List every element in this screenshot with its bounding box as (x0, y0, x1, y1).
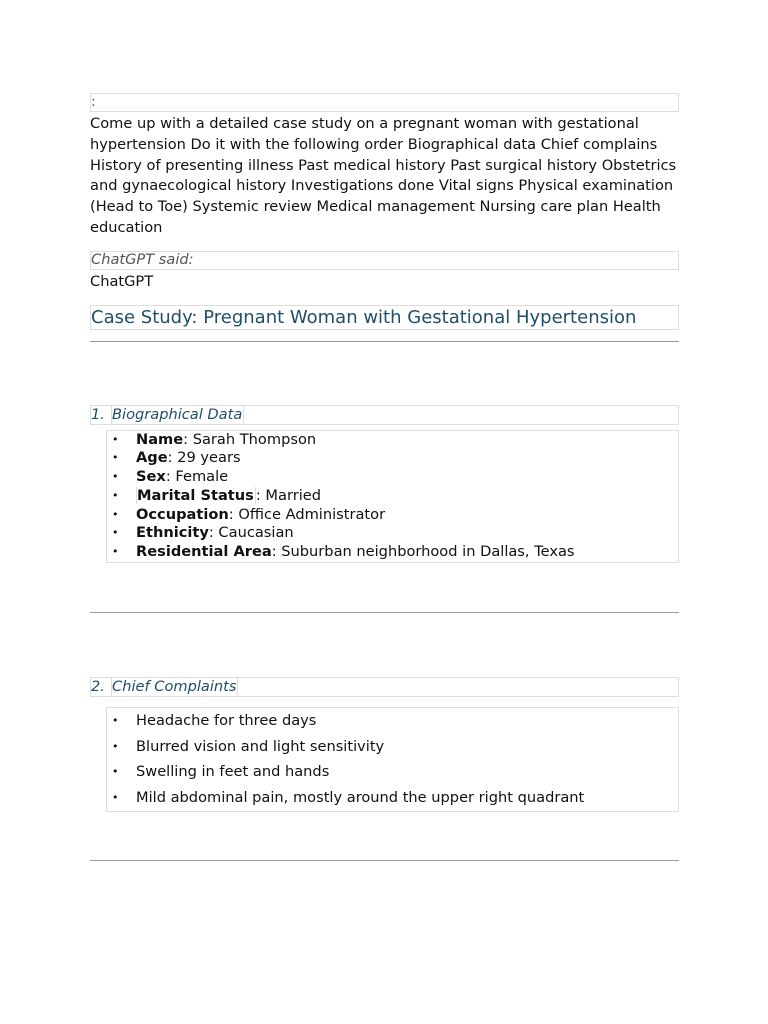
assistant-said-label: ChatGPT said: (90, 251, 679, 270)
field-key: Occupation (136, 505, 229, 523)
list-item (107, 468, 678, 487)
case-study-title: Case Study: Pregnant Woman with Gestational Hypertension (90, 305, 679, 330)
field-value: : Office Administrator (228, 505, 386, 523)
section-heading-chief-complaints (90, 677, 679, 697)
user-message-label: : (90, 93, 679, 112)
list-item (107, 524, 678, 543)
field-value: : Suburban neighborhood in Dallas, Texas (271, 543, 575, 560)
list-item (107, 785, 678, 811)
bullet-icon: • (112, 451, 119, 465)
field-key: Name (136, 430, 184, 448)
complaint-text: Blurred vision and light sensitivity (136, 737, 385, 755)
field-key: Sex (136, 468, 166, 486)
bullet-icon: • (112, 470, 119, 484)
bullet-icon: • (112, 507, 119, 521)
bullet-icon: • (112, 791, 119, 805)
field-value: : Female (165, 468, 229, 486)
bullet-icon: • (112, 713, 119, 727)
bullet-icon: • (112, 488, 119, 502)
field-key: Age (136, 449, 168, 467)
list-item (107, 759, 678, 785)
complaint-text: Swelling in feet and hands (136, 763, 330, 781)
field-value: : 29 years (167, 449, 241, 467)
section-number: 1. (91, 405, 105, 423)
list-item (107, 487, 678, 506)
complaint-text: Headache for three days (136, 711, 317, 729)
list-item (107, 449, 678, 468)
bullet-icon: • (112, 739, 119, 753)
field-value: : Caucasian (208, 524, 294, 542)
assistant-name: ChatGPT (90, 272, 154, 290)
field-value: : Married (255, 486, 322, 504)
field-key: Marital Status (137, 486, 254, 504)
list-item (107, 506, 678, 525)
bullet-icon: • (112, 432, 119, 446)
field-key: Ethnicity (136, 524, 209, 542)
biographical-data-list (106, 430, 679, 563)
list-item (107, 431, 678, 450)
section-divider (90, 860, 679, 861)
section-title: Biographical Data (112, 405, 243, 423)
section-title: Chief Complaints (112, 677, 237, 695)
field-key: Residential Area (136, 543, 272, 560)
list-item (107, 708, 678, 734)
list-item (107, 734, 678, 760)
chief-complaints-list (106, 707, 679, 812)
bullet-icon: • (112, 545, 119, 558)
bullet-icon: • (112, 526, 119, 540)
section-heading-biographical (90, 405, 679, 425)
field-value: : Sarah Thompson (183, 430, 317, 448)
section-number: 2. (91, 677, 105, 695)
bullet-icon: • (112, 765, 119, 779)
complaint-text: Mild abdominal pain, mostly around the upper right quadrant (136, 789, 585, 807)
user-prompt-text: Come up with a detailed case study on a pregnant woman with gestational hypertension Do it with the following order Biographical data Chief complains History of presenting illness Past medical history Past surgical history Obstetrics and gynaecological history Investigations done Vital signs Physical examination (Head to Toe) Systemic review Medical management Nursing care plan Health education (90, 115, 677, 236)
document-page (90, 93, 679, 861)
list-item (107, 543, 678, 562)
